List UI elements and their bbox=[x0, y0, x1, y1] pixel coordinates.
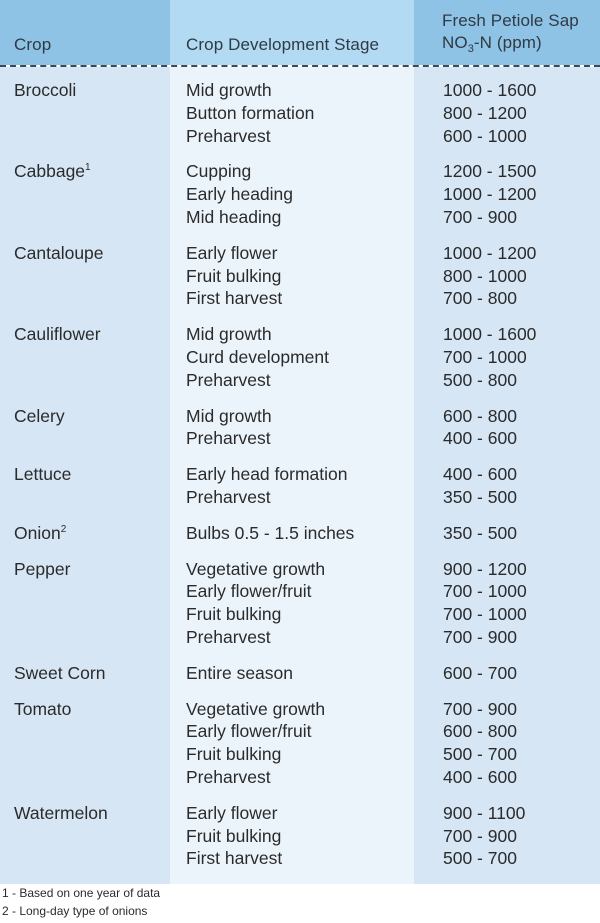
value-item: 500 - 700 bbox=[443, 744, 517, 765]
stage-list bbox=[186, 405, 272, 451]
stage-item: Early flower/fruit bbox=[186, 721, 312, 742]
stage-item: Bulbs 0.5 - 1.5 inches bbox=[186, 522, 355, 543]
stage-item: Early flower bbox=[186, 242, 278, 263]
table-header bbox=[0, 0, 600, 67]
stage-list bbox=[186, 558, 325, 649]
value-item: 600 - 800 bbox=[443, 405, 517, 426]
stage-item: Early heading bbox=[186, 184, 294, 205]
header-value-line1: Fresh Petiole Sap bbox=[442, 11, 579, 30]
crop-name bbox=[14, 698, 71, 721]
value-list bbox=[443, 558, 527, 649]
crop-name bbox=[14, 79, 76, 102]
crop-name-text: Watermelon bbox=[14, 802, 108, 823]
crop-name-text: Cantaloupe bbox=[14, 242, 104, 263]
stage-item: Curd development bbox=[186, 346, 329, 367]
value-item: 700 - 1000 bbox=[443, 581, 527, 602]
stage-item: Preharvest bbox=[186, 626, 271, 647]
stage-list bbox=[186, 160, 293, 228]
value-list bbox=[443, 323, 536, 391]
crop-name-text: Tomato bbox=[14, 698, 72, 719]
stage-list bbox=[186, 698, 325, 789]
value-item: 600 - 700 bbox=[443, 662, 517, 683]
crop-name-text: Sweet Corn bbox=[14, 662, 106, 683]
stage-item: Preharvest bbox=[186, 766, 271, 787]
value-item: 800 - 1000 bbox=[443, 265, 527, 286]
value-list bbox=[443, 463, 517, 509]
value-item: 1000 - 1600 bbox=[443, 324, 537, 345]
value-item: 900 - 1100 bbox=[443, 802, 526, 823]
value-item: 400 - 600 bbox=[443, 766, 517, 787]
header-stage-cell bbox=[170, 0, 414, 65]
crop-name-text: Onion bbox=[14, 522, 61, 543]
header-value-no: NO bbox=[442, 33, 468, 52]
stage-list bbox=[186, 662, 293, 685]
value-item: 700 - 1000 bbox=[443, 346, 527, 367]
stage-item: Preharvest bbox=[186, 125, 271, 146]
header-value-label bbox=[442, 10, 579, 54]
value-item: 350 - 500 bbox=[443, 522, 517, 543]
crop-name bbox=[14, 323, 101, 346]
crop-name-text: Pepper bbox=[14, 558, 71, 579]
value-list bbox=[443, 802, 525, 870]
value-item: 500 - 800 bbox=[443, 369, 517, 390]
header-value-line2 bbox=[442, 32, 579, 54]
value-item: 800 - 1200 bbox=[443, 102, 527, 123]
table-body bbox=[0, 67, 600, 884]
stage-item: Preharvest bbox=[186, 428, 271, 449]
value-list bbox=[443, 79, 536, 147]
value-list bbox=[443, 242, 536, 310]
value-item: 400 - 600 bbox=[443, 428, 517, 449]
crop-name-text: Lettuce bbox=[14, 464, 72, 485]
stage-item: Vegetative growth bbox=[186, 698, 326, 719]
stage-item: Mid growth bbox=[186, 80, 272, 100]
header-value-sub: 3 bbox=[467, 43, 474, 55]
value-list bbox=[443, 662, 517, 685]
stage-item: Fruit bulking bbox=[186, 825, 282, 846]
value-list bbox=[443, 405, 517, 451]
stage-item: Entire season bbox=[186, 662, 294, 683]
stage-item: Fruit bulking bbox=[186, 744, 282, 765]
stage-list bbox=[186, 522, 354, 545]
header-crop-label: Crop bbox=[14, 35, 52, 54]
value-item: 700 - 1000 bbox=[443, 604, 527, 625]
crop-name-text: Cauliflower bbox=[14, 324, 101, 345]
header-stage-label: Crop Development Stage bbox=[186, 35, 380, 54]
header-value-cell bbox=[414, 0, 600, 65]
crop-name-text: Celery bbox=[14, 405, 65, 426]
stage-item: First harvest bbox=[186, 288, 283, 309]
footnote-marker: 1 bbox=[85, 162, 91, 174]
stage-list bbox=[186, 242, 282, 310]
stage-item: Mid heading bbox=[186, 206, 282, 227]
stage-list bbox=[186, 463, 347, 509]
stage-item: Preharvest bbox=[186, 486, 271, 507]
value-item: 1000 - 1600 bbox=[443, 80, 537, 100]
value-item: 400 - 600 bbox=[443, 464, 517, 485]
stage-item: Mid growth bbox=[186, 405, 272, 426]
value-item: 700 - 900 bbox=[443, 698, 517, 719]
stage-item: Early flower bbox=[186, 802, 278, 823]
value-item: 700 - 800 bbox=[443, 288, 517, 309]
crop-name bbox=[14, 522, 66, 545]
stage-item: Button formation bbox=[186, 102, 315, 123]
value-list bbox=[443, 522, 517, 545]
value-item: 500 - 700 bbox=[443, 848, 517, 869]
crop-name bbox=[14, 405, 65, 428]
crop-name-text: Broccoli bbox=[14, 80, 77, 100]
stage-item: Mid growth bbox=[186, 324, 272, 345]
header-value-unit: -N (ppm) bbox=[473, 33, 542, 52]
stage-list bbox=[186, 323, 329, 391]
stage-item: Early flower/fruit bbox=[186, 581, 312, 602]
crop-name bbox=[14, 802, 108, 825]
value-item: 1000 - 1200 bbox=[443, 184, 537, 205]
header-crop-cell bbox=[0, 0, 170, 65]
value-item: 1000 - 1200 bbox=[443, 242, 537, 263]
value-item: 700 - 900 bbox=[443, 206, 517, 227]
stage-list bbox=[186, 802, 282, 870]
stage-item: Preharvest bbox=[186, 369, 271, 390]
footnotes bbox=[0, 884, 600, 920]
value-item: 700 - 900 bbox=[443, 825, 517, 846]
crop-name bbox=[14, 463, 71, 486]
stage-item: Fruit bulking bbox=[186, 604, 282, 625]
value-list bbox=[443, 160, 536, 228]
value-item: 1200 - 1500 bbox=[443, 161, 537, 182]
footnote-2: 2 - Long-day type of onions bbox=[2, 904, 148, 918]
crop-name-text: Cabbage bbox=[14, 161, 86, 182]
crop-name bbox=[14, 160, 91, 183]
value-item: 350 - 500 bbox=[443, 486, 517, 507]
stage-item: Fruit bulking bbox=[186, 265, 282, 286]
value-item: 900 - 1200 bbox=[443, 558, 527, 579]
stage-item: Early head formation bbox=[186, 464, 348, 485]
crop-name bbox=[14, 662, 105, 685]
stage-item: Vegetative growth bbox=[186, 558, 326, 579]
stage-item: Cupping bbox=[186, 161, 252, 182]
stage-item: First harvest bbox=[186, 848, 283, 869]
value-item: 600 - 800 bbox=[443, 721, 517, 742]
value-item: 600 - 1000 bbox=[443, 125, 527, 146]
value-item: 700 - 900 bbox=[443, 626, 517, 647]
footnote-1: 1 - Based on one year of data bbox=[2, 886, 161, 900]
crop-name bbox=[14, 558, 70, 581]
stage-list bbox=[186, 79, 314, 147]
footnote-marker: 2 bbox=[60, 523, 67, 535]
value-list bbox=[443, 698, 517, 789]
crop-name bbox=[14, 242, 104, 265]
